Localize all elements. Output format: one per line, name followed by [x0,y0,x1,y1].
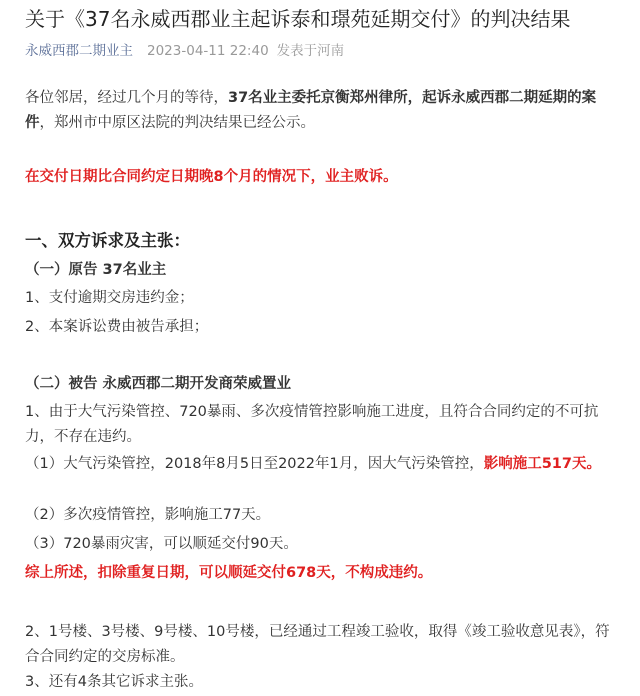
defendant-heading: （二）被告 永威西郡二期开发商荣威置业 [25,376,292,392]
subitem-text: （1）大气污染管控，2018年8月5日至2022年1月，因大气污染管控， [25,456,484,472]
defendant-subitem: （2）多次疫情管控，影响施工77天。 [25,507,271,523]
section-heading: 一、双方诉求及主张： [25,231,190,250]
plaintiff-item: 1、支付逾期交房违约金； [25,290,194,306]
author-link[interactable]: 永威西郡二期业主 [25,43,133,59]
subitem-highlight: 影响施工517天。 [483,456,601,472]
intro-paragraph [25,86,617,136]
verdict-summary: 在交付日期比合同约定日期晚8个月的情况下，业主败诉。 [25,169,398,185]
conclusion-text: 综上所述，扣除重复日期，可以顺延交付678天，不构成违约。 [25,565,433,581]
intro-text-end: ，郑州市中原区法院的判决结果已经公示。 [39,115,315,131]
plaintiff-item: 2、本案诉讼费由被告承担； [25,319,209,335]
publish-date: 2023-04-11 22:40 [147,43,269,59]
defendant-item: 3、还有4条其它诉求主张。 [25,674,203,690]
defendant-item: 2、1号楼、3号楼、9号楼、10号楼，已经通过工程竣工验收，取得《竣工验收意见表》，符合合同约定的交房标准。 [25,624,610,665]
article-title: 关于《37名永威西郡业主起诉泰和璟苑延期交付》的判决结果 [25,7,571,31]
defendant-item: 1、由于大气污染管控、720暴雨、多次疫情管控影响施工进度，且符合合同约定的不可抗力，不存在违约。 [25,404,599,445]
defendant-subitem [25,452,617,477]
plaintiff-heading: （一）原告 37名业主 [25,262,167,278]
article-meta [25,41,344,61]
intro-text: 各位邻居，经过几个月的等待， [25,90,228,106]
intro-bold-text: 37名业主委托京衡郑州律所，起诉永威西郡二期延期的案件 [25,90,597,131]
publish-location: 发表于河南 [276,43,345,59]
defendant-subitem: （3）720暴雨灾害，可以顺延交付90天。 [25,536,298,552]
